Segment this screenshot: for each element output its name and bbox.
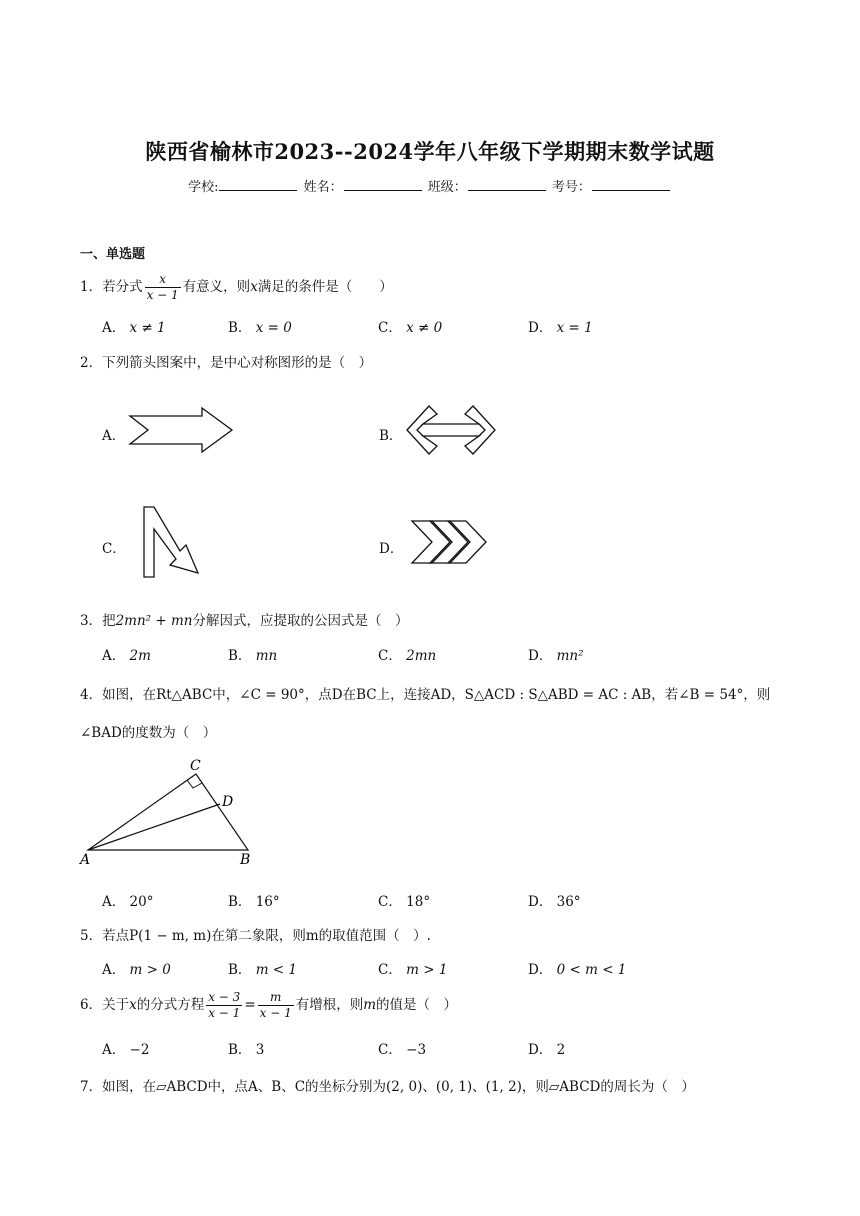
q1-fraction [145,272,181,303]
school-label: 学校: [188,180,219,195]
school-blank [219,178,297,191]
q2-option-c-label: C． [102,541,126,557]
q6-option-a: A． −2 [102,1042,150,1058]
name-label: 姓名： [303,180,343,195]
q3-option-a: A． 2m [102,648,151,664]
q3-option-c: C． 2mn [378,648,437,664]
question-7: 7．如图，在▱ABCD中，点A、B、C的坐标分别为(2, 0)、(0, 1)、(1, 2)，则▱ABCD的周长为（ ） [80,1079,695,1095]
q5-option-a: A． m > 0 [102,962,171,978]
label-c: C [190,758,201,774]
q1-number: 1． [80,279,103,295]
q5-option-d: D． 0 < m < 1 [528,962,627,978]
label-a: A [80,852,91,868]
q3-option-d: D． mn² [528,648,584,664]
q5-option-c: C． m > 1 [378,962,448,978]
chevron-arrows-d-icon [410,517,495,567]
q6-fraction-right: $\frac{m}{x - 1}$ [259,990,292,1020]
q1-option-b: B． x = 0 [228,320,292,336]
question-4-line-2: ∠BAD的度数为（ ） [80,725,217,741]
arrow-a-icon [128,406,238,456]
q4-option-b: B． 16° [228,894,280,910]
page-title: 陕西省榆林市2023--2024学年八年级下学期期末数学试题 [145,139,715,164]
question-2: 2．下列箭头图案中，是中心对称图形的是（ ） [80,355,373,371]
bent-arrow-c-icon [140,505,210,585]
q1-frac-num: x [145,272,181,288]
class-blank [468,178,546,191]
q1-post: 有意义，则 [182,279,251,295]
section-heading: 一、单选题 [80,247,146,262]
q1-pre: 若分式 [102,279,143,295]
question-5: 5．若点P(1 − m, m)在第二象限，则m的取值范围（ ）. [80,928,431,944]
q1-option-d: D． x = 1 [528,320,593,336]
q4-option-c: C． 18° [378,894,431,910]
class-label: 班级： [427,180,467,195]
exam-no-blank [592,178,670,191]
label-d: D [222,794,234,810]
q5-option-b: B． m < 1 [228,962,298,978]
label-b: B [240,852,251,868]
q3-option-b: B． mn [228,648,278,664]
q1-option-a: A． x ≠ 1 [102,320,166,336]
q6-option-c: C． −3 [378,1042,427,1058]
name-blank [344,178,422,191]
question-4-line-1: 4．如图，在Rt△ABC中，∠C = 90°，点D在BC上，连接AD，S△ACD : S△ABD = AC : AB，若∠B = 54°，则 [80,687,771,703]
q1-option-c: C． x ≠ 0 [378,320,443,336]
q4-option-d: D． 36° [528,894,581,910]
exam-no-label: 考号： [551,180,591,195]
q4-option-a: A． 20° [102,894,154,910]
q6-option-b: B． 3 [228,1042,265,1058]
question-3: 3．把2mn² + mn分解因式，应提取的公因式是（ ） [80,613,409,629]
q6-option-d: D． 2 [528,1042,566,1058]
q2-option-a-label: A． [102,428,126,444]
student-info-line [0,176,860,195]
question-6: 6．关于x的分式方程 $\frac{x - 3}{x - 1}$ = $\frac{m}{x - 1}$ 有增根，则m的值是（ ） [80,990,458,1020]
q3-expression: 2mn² + mn [115,613,193,629]
q1-post2: 满足的条件是（ ） [257,279,393,295]
q6-fraction-left: $\frac{x - 3}{x - 1}$ [208,990,241,1020]
double-arrow-b-icon [405,404,500,458]
triangle-figure [80,756,270,876]
q2-option-d-label: D． [379,541,404,557]
q1-frac-den: x − 1 [146,288,179,302]
question-1 [80,272,393,303]
q2-option-b-label: B． [379,428,403,444]
q1-var: x [250,279,258,295]
